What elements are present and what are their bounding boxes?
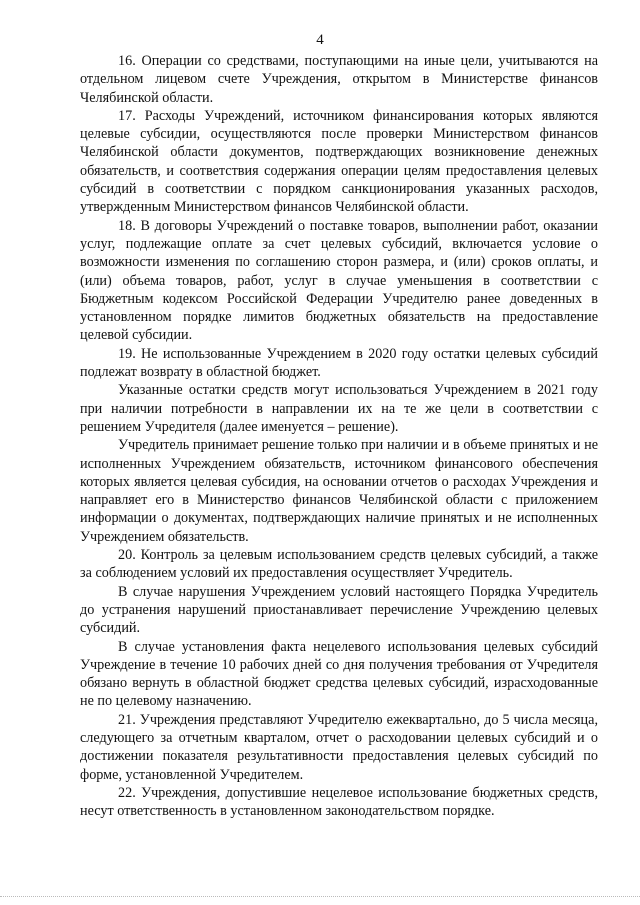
paragraph-22: 22. Учреждения, допустившие нецелевое использование бюджетных средств, несут ответственность в установленном законодательством порядке. [80, 784, 598, 820]
paragraph-20: 20. Контроль за целевым использованием средств целевых субсидий, а также за соблюдением условий их предоставления осуществляет Учредитель. [80, 547, 598, 582]
paragraph-16: 16. Операции со средствами, поступающими на иные цели, учитываются на отдельном лицевом счете Учреждения, открытом в Министерстве финансов Челябинской области. [80, 53, 598, 106]
footer-divider [0, 896, 640, 897]
paragraph-17: 17. Расходы Учреждений, источником финансирования которых являются целевые субсидии, осуществляются после проверки Министерством финансов Челябинской области документов, подтверждающих возникновение денежных обязательств, и соответствия содержания операции целям предоставления целевых субсидий в соответствии с порядком санкционирования указанных расходов, утвержденным Министерством финансов Челябинской области. [80, 107, 598, 216]
paragraph-19: 19. Не использованные Учреждением в 2020 году остатки целевых субсидий подлежат возврату в областной бюджет. [80, 345, 598, 381]
paragraph-20-misuse: В случае установления факта нецелевого использования целевых субсидий Учреждение в течение 10 рабочих дней со дня получения требования от Учредителя обязано вернуть в областной бюджет средства целевых субсидий, израсходованные не по целевому назначению. [80, 638, 598, 710]
paragraph-18: 18. В договоры Учреждений о поставке товаров, выполнении работ, оказании услуг, подлежащие оплате за счет целевых субсидий, включается условие о возможности изменения по соглашению сторон размера, и (или) сроков оплаты, и (или) объема товаров, работ, услуг в случае уменьшения в соответствии с Бюджетным кодексом Российской Федерации Учредителю ранее доведенных в установленном порядке лимитов бюджетных обязательств на предоставление целевой субсидии. [80, 217, 598, 344]
paragraph-19-remainder-use: Указанные остатки средств могут использоваться Учреждением в 2021 году при наличии потребности в направлении их на те же цели в соответствии с решением Учредителя (далее именуется – решение). [80, 382, 598, 435]
paragraph-21: 21. Учреждения представляют Учредителю ежеквартально, до 5 числа месяца, следующего за отчетным кварталом, отчет о расходовании целевых субсидий и о достижении показателя результативности предоставления целевых субсидий по форме, установленной Учредителем. [80, 711, 598, 783]
paragraph-19-decision: Учредитель принимает решение только при наличии и в объеме принятых и не исполненных Учреждением обязательств, источником финансового обеспечения которых является целевая субсидия, на основании отчетов о расходах Учреждения и направляет его в Министерство финансов Челябинской области с приложением информации о документах, подтверждающих наличие принятых и не исполненных Учреждением обязательств. [80, 437, 598, 545]
paragraph-20-violation: В случае нарушения Учреждением условий настоящего Порядка Учредитель до устранения нарушений приостанавливает перечисление Учреждению целевых субсидий. [80, 583, 598, 637]
page-number: 4 [316, 32, 324, 48]
document-body [80, 52, 598, 820]
